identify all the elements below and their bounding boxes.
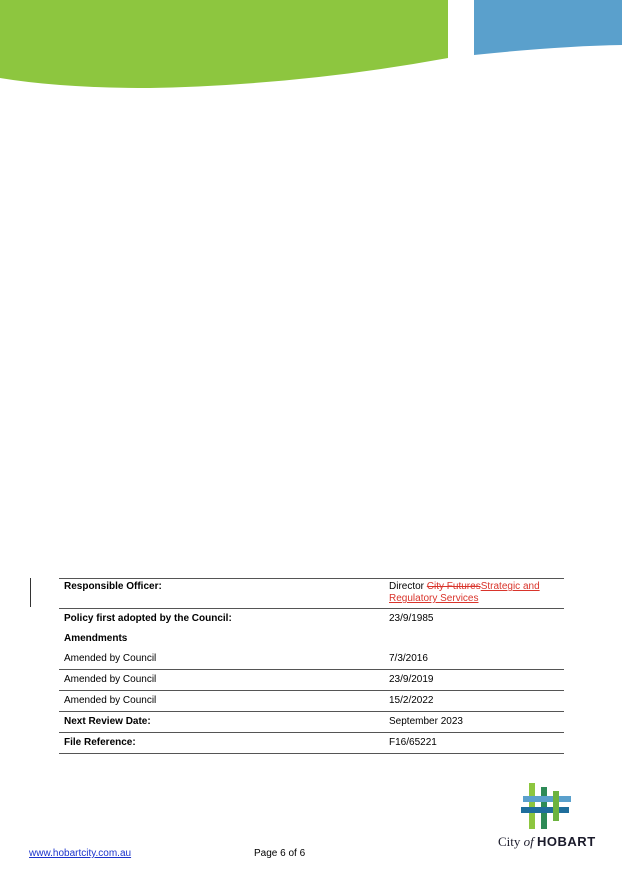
- responsible-officer-value: [384, 579, 564, 609]
- amendment-date: 23/9/2019: [384, 670, 564, 691]
- table-row: [59, 649, 564, 670]
- amendments-heading: Amendments: [64, 633, 128, 644]
- table-row: [59, 609, 564, 630]
- header-banner: [0, 0, 622, 95]
- file-reference-value: F16/65221: [384, 733, 564, 754]
- table-row: [59, 579, 564, 609]
- inserted-text: Strategic and Regulatory Services: [389, 581, 540, 604]
- banner-blue-wave: [474, 0, 622, 55]
- amendment-label: Amended by Council: [59, 649, 384, 670]
- next-review-label: Next Review Date:: [59, 712, 384, 733]
- first-adopted-value: 23/9/1985: [389, 613, 434, 624]
- deleted-text: City Futures: [426, 581, 481, 592]
- amendment-date: 15/2/2022: [384, 691, 564, 712]
- first-adopted-label: Policy first adopted by the Council:: [64, 613, 232, 624]
- amendment-label: Amended by Council: [59, 691, 384, 712]
- table-row: [59, 733, 564, 754]
- policy-info-table: [59, 578, 564, 754]
- revision-change-bar: [30, 578, 31, 607]
- amendment-label: Amended by Council: [59, 670, 384, 691]
- table-row: [59, 712, 564, 733]
- file-reference-label: File Reference:: [59, 733, 384, 754]
- banner-green-wave: [0, 0, 448, 88]
- logo-of: of: [523, 834, 534, 849]
- logo-city: City: [498, 834, 521, 849]
- table-row: [59, 670, 564, 691]
- page-number: Page 6 of 6: [254, 848, 306, 859]
- responsible-officer-prefix: Director: [389, 581, 427, 592]
- table-row: [59, 629, 564, 649]
- next-review-value: September 2023: [384, 712, 564, 733]
- website-link[interactable]: www.hobartcity.com.au: [29, 848, 132, 859]
- amendment-date: 7/3/2016: [384, 649, 564, 670]
- hobart-logo-text: [498, 834, 596, 850]
- responsible-officer-label: Responsible Officer:: [59, 579, 384, 609]
- table-row: [59, 691, 564, 712]
- logo-hobart: HOBART: [537, 834, 596, 849]
